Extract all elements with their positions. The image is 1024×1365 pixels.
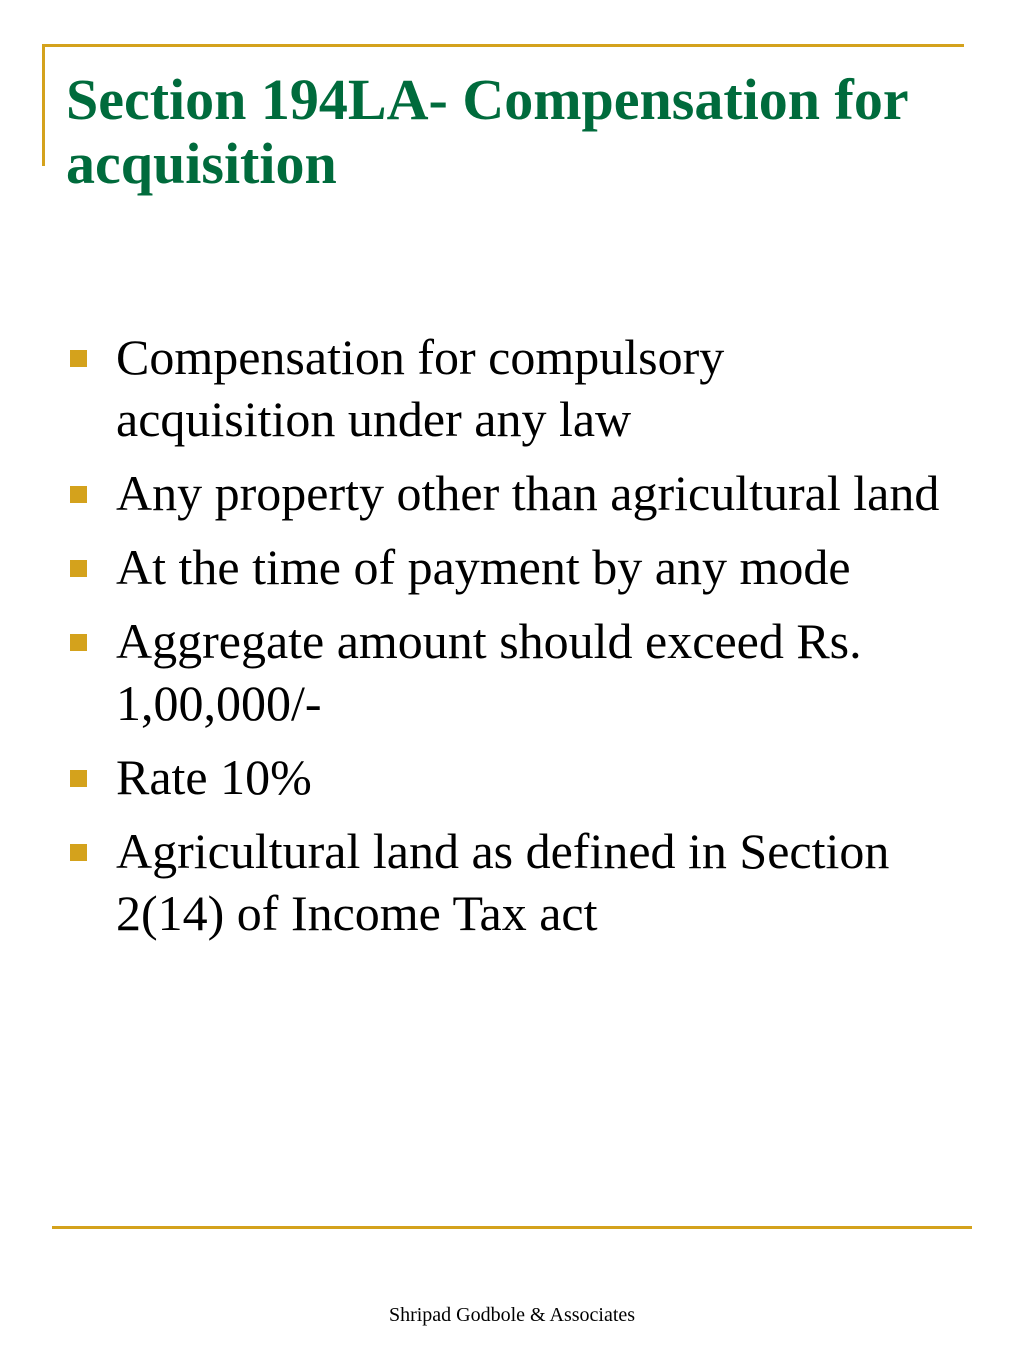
bullet-text: Aggregate amount should exceed Rs. 1,00,000/- <box>116 613 862 731</box>
bullet-item <box>66 536 946 598</box>
footer-divider <box>52 1226 972 1229</box>
square-bullet-icon <box>70 486 87 503</box>
bullet-item <box>66 746 946 808</box>
bullet-text: At the time of payment by any mode <box>116 539 851 595</box>
bullet-text: Any property other than agricultural land <box>116 465 940 521</box>
square-bullet-icon <box>70 560 87 577</box>
bullet-text: Agricultural land as defined in Section 2(14) of Income Tax act <box>116 823 890 941</box>
bullet-item <box>66 462 946 524</box>
footer-text: Shripad Godbole & Associates <box>388 1304 636 1326</box>
bullet-text: Rate 10% <box>116 749 312 805</box>
bullet-item <box>66 610 946 734</box>
title-accent-top-line <box>42 44 964 47</box>
square-bullet-icon <box>70 634 87 651</box>
bullet-item <box>66 820 946 944</box>
bullet-list <box>66 326 946 956</box>
square-bullet-icon <box>70 770 87 787</box>
bullet-text: Compensation for compulsory acquisition under any law <box>116 329 725 447</box>
slide-title: Section 194LA- Compensation for acquisition <box>66 67 908 196</box>
bullet-item <box>66 326 946 450</box>
square-bullet-icon <box>70 844 87 861</box>
square-bullet-icon <box>70 350 87 367</box>
title-accent-left-line <box>42 44 45 166</box>
